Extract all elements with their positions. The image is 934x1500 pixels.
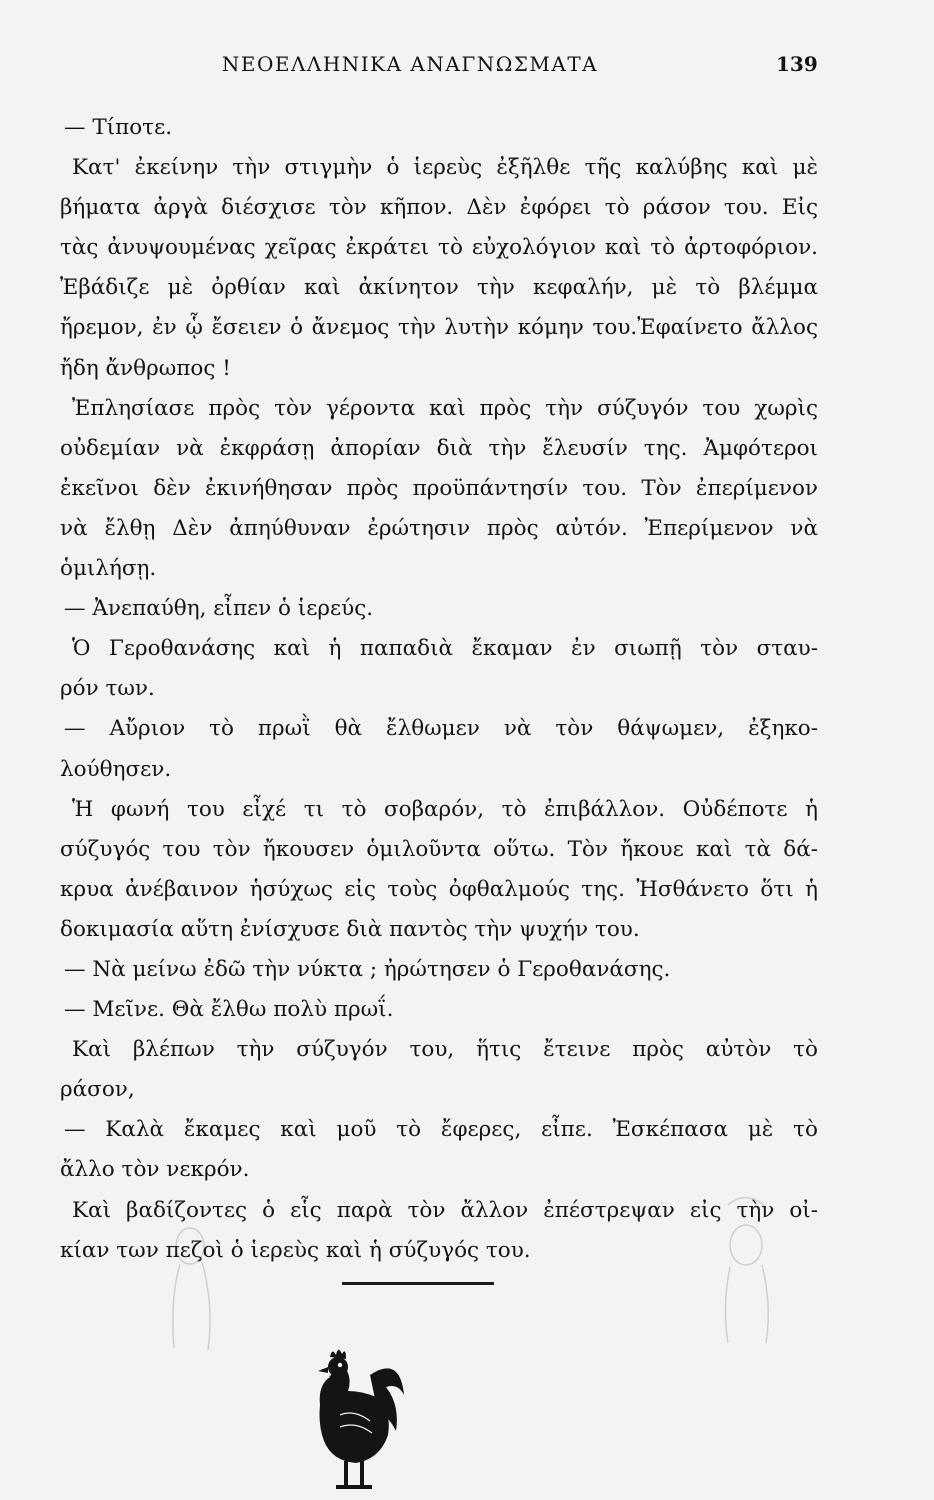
text-line: ἄλλο τὸν νεκρόν. [60, 1157, 250, 1183]
text-line: — Μεῖνε. Θὰ ἔλθω πολὺ πρωΐ. [64, 997, 394, 1023]
text-line: βήματα ἀργὰ διέσχισε τὸν κῆπον. Δὲν ἐφόρει τὸ ράσον του. Εἰς [60, 195, 818, 221]
text-line: κρυα ἀνέβαινον ἡσύχως εἰς τοὺς ὀφθαλμούς της. Ἠσθάνετο ὅτι ἡ [60, 876, 818, 902]
text-line: — Αὔριον τὸ πρωῒ θὰ ἔλθωμεν νὰ τὸν θάψωμεν, ἐξηκο- [64, 716, 818, 742]
text-line: δοκιμασία αὕτη ἐνίσχυσε διὰ παντὸς τὴν ψυχήν του. [60, 916, 640, 942]
text-line: — Καλὰ ἔκαμες καὶ μοῦ τὸ ἔφερες, εἶπε. Ἐσκέπασα μὲ τὸ [64, 1117, 818, 1143]
text-line: Καὶ βλέπων τὴν σύζυγόν του, ἥτις ἔτεινε πρὸς αὐτὸν τὸ [72, 1037, 818, 1063]
text-line: Καὶ βαδίζοντες ὁ εἷς παρὰ τὸν ἄλλον ἐπέστρεψαν εἰς τὴν οἰ- [72, 1197, 818, 1223]
text-line: Ἡ φωνή του εἶχέ τι τὸ σοβαρόν, τὸ ἐπιβάλλον. Οὐδέποτε ἡ [72, 796, 818, 822]
text-line: Κατ' ἐκείνην τὴν στιγμὴν ὁ ἱερεὺς ἐξῆλθε τῆς καλύβης καὶ μὲ [72, 155, 818, 181]
text-line: τὰς ἀνυψουμένας χεῖρας ἐκράτει τὸ εὐχολόγιον καὶ τὸ ἀρτοφόριον. [60, 235, 818, 261]
text-line: Ἐπλησίασε πρὸς τὸν γέροντα καὶ πρὸς τὴν σύζυγόν του χωρὶς [72, 395, 818, 421]
text-line: οὐδεμίαν νὰ ἐκφράσῃ ἀπορίαν διὰ τὴν ἔλευσίν της. Ἀμφότεροι [60, 435, 818, 461]
text-line: ἤδη ἄνθρωπος ! [60, 355, 231, 381]
bleed-through-sketch [150, 1218, 240, 1358]
text-line: — Ἀνεπαύθη, εἶπεν ὁ ἱερεύς. [64, 596, 374, 622]
text-line: σύζυγός του τὸν ἤκουσεν ὁμιλοῦντα οὕτω. Τὸν ἤκουε καὶ τὰ δά- [60, 836, 818, 862]
text-line: ὁμιλήσῃ. [60, 556, 157, 582]
text-line: — Τίποτε. [64, 115, 173, 140]
bleed-through-sketch [700, 1185, 790, 1345]
text-line: λούθησεν. [60, 756, 172, 782]
text-line: Ἐβάδιζε μὲ ὀρθίαν καὶ ἀκίνητον τὴν κεφαλήν, μὲ τὸ βλέμμα [60, 275, 818, 301]
rooster-icon [300, 1335, 410, 1495]
text-line: Ὁ Γεροθανάσης καὶ ἡ παπαδιὰ ἔκαμαν ἐν σιωπῇ τὸν σταυ- [72, 636, 818, 662]
page-number: 139 [776, 52, 818, 76]
text-line: ἤρεμον, ἐν ᾧ ἔσειεν ὁ ἄνεμος τὴν λυτὴν κόμην του.Ἐφαίνετο ἄλλος [60, 315, 818, 341]
text-line: ρόν των. [60, 676, 155, 702]
text-line: κίαν των πεζοὶ ὁ ἱερεὺς καὶ ἡ σύζυγός του. [60, 1237, 531, 1263]
body-text [60, 108, 818, 1271]
section-divider [342, 1282, 494, 1285]
text-line: ράσον, [60, 1077, 135, 1103]
running-title: ΝΕΟΕΛΛΗΝΙΚΑ ΑΝΑΓΝΩΣΜΑΤΑ [221, 52, 599, 76]
text-line: νὰ ἔλθῃ Δὲν ἀπηύθυναν ἐρώτησιν πρὸς αὐτόν. Ἐπερίμενον νὰ [60, 515, 818, 541]
text-line: — Νὰ μείνω ἐδῶ τὴν νύκτα ; ἠρώτησεν ὁ Γεροθανάσης. [64, 956, 671, 982]
text-line: ἐκεῖνοι δὲν ἐκινήθησαν πρὸς προϋπάντησίν του. Τὸν ἐπερίμενον [60, 475, 818, 501]
